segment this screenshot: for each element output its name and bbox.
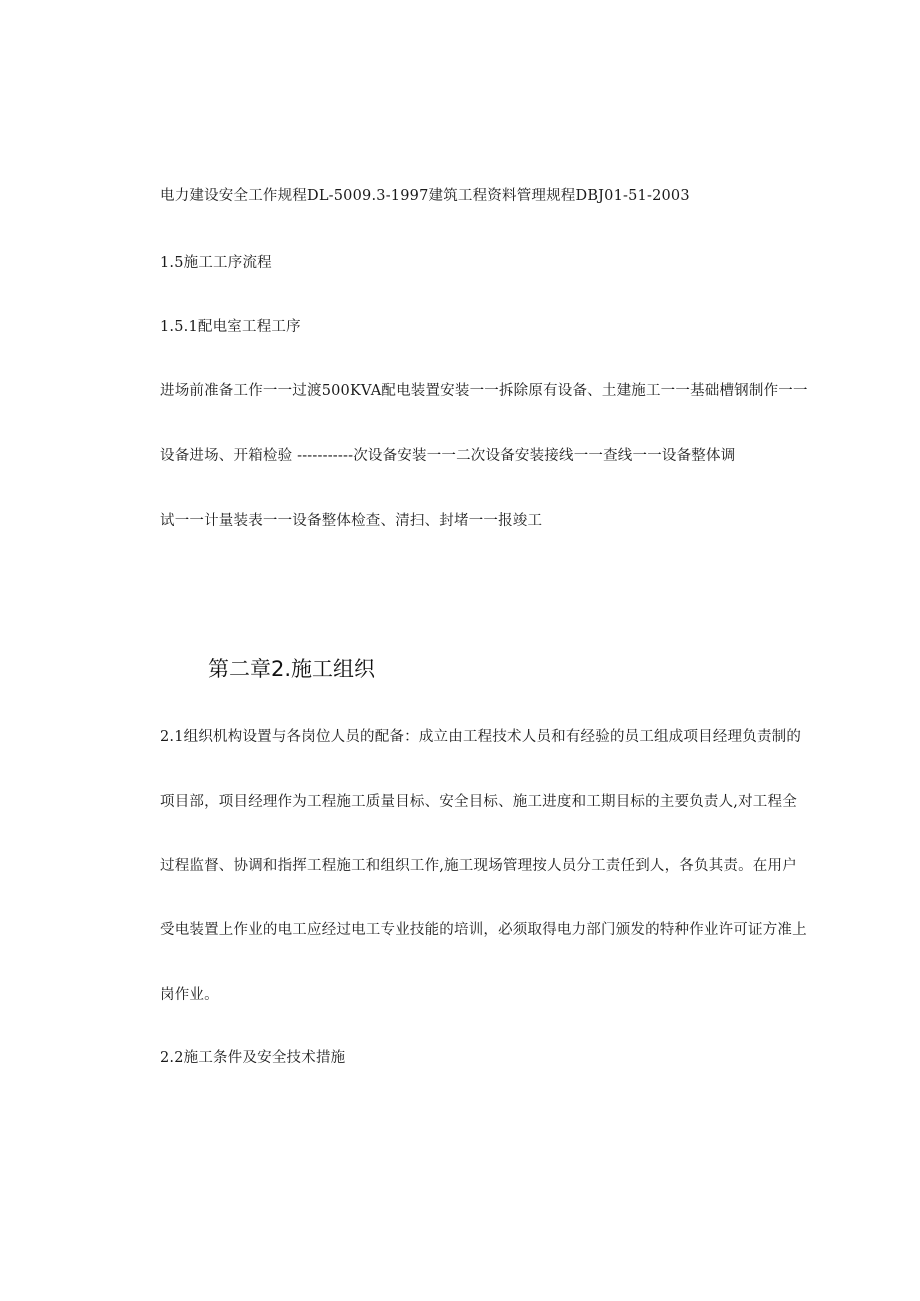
section-2-1-line-5: 岗作业。 [160, 987, 219, 1003]
process-flow-line-1: 进场前准备工作一一过渡500KVA配电装置安装一一拆除原有设备、土建施工一一基础槽钢制作一一 [160, 383, 808, 399]
section-heading-2-2: 2.2施工条件及安全技术措施 [160, 1050, 346, 1066]
section-heading-1-5: 1.5施工工序流程 [160, 255, 272, 271]
process-flow-line-2: 设备进场、开箱检验 -----------次设备安装一一二次设备安装接线一一查线一一设备整体调 [160, 448, 736, 464]
standards-reference-line: 电力建设安全工作规程DL-5009.3-1997建筑工程资料管理规程DBJ01-51-2003 [160, 188, 690, 204]
section-2-1-line-4: 受电装置上作业的电工应经过电工专业技能的培训，必须取得电力部门颁发的特种作业许可证方准上 [160, 922, 807, 938]
section-heading-1-5-1: 1.5.1配电室工程工序 [160, 319, 301, 335]
section-2-1-line-3: 过程监督、协调和指挥工程施工和组织工作,施工现场管理按人员分工责任到人，各负其责。在用户 [160, 858, 797, 874]
process-flow-line-3: 试一一计量装表一一设备整体检查、清扫、封堵一一报竣工 [160, 513, 543, 529]
chapter-title: 第二章2.施工组织 [208, 657, 376, 681]
section-2-1-line-2: 项目部，项目经理作为工程施工质量目标、安全目标、施工进度和工期目标的主要负责人,对工程全 [160, 794, 797, 810]
section-2-1-line-1: 2.1组织机构设置与各岗位人员的配备：成立由工程技术人员和有经验的员工组成项目经理负责制的 [160, 729, 802, 745]
